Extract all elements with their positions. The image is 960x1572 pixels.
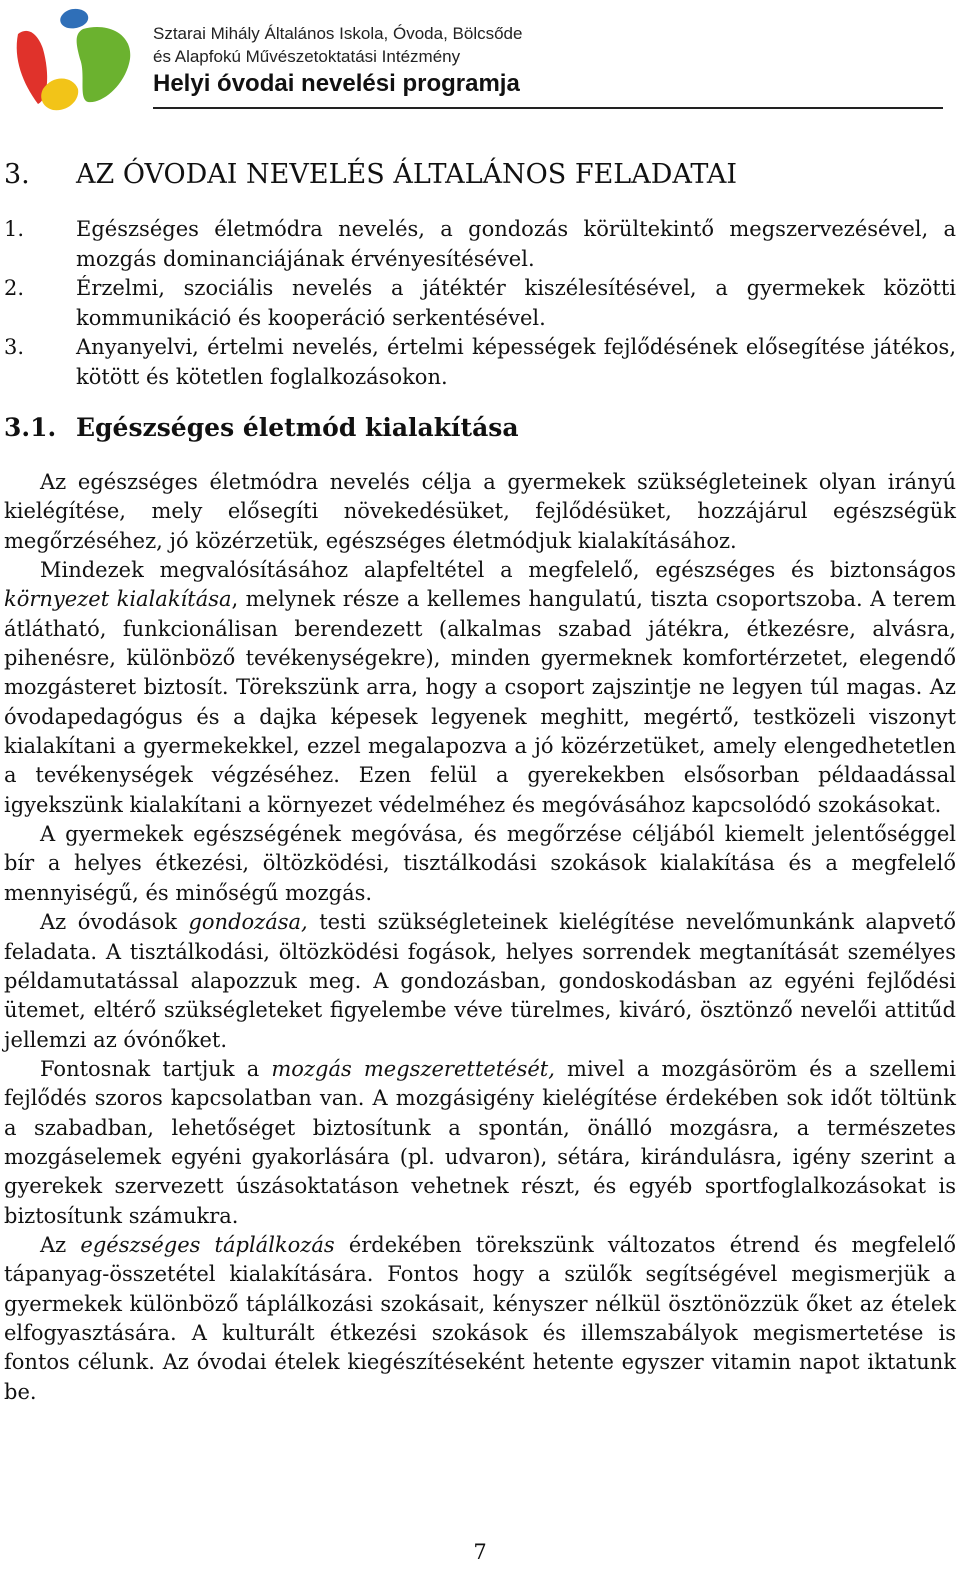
paragraph	[4, 1231, 956, 1407]
paragraph-text: Mindezek megvalósításához alapfeltétel a megfelelő, egészséges és biztonságos	[40, 558, 956, 583]
page-header	[0, 0, 960, 120]
org-name-line2: és Alapfokú Művészetoktatási Intézmény	[153, 47, 461, 66]
list-item	[4, 333, 956, 392]
paragraph-text: Fontosnak tartjuk a	[40, 1056, 272, 1081]
list-item-text: Anyanyelvi, értelmi nevelés, értelmi képességek fejlődésének elősegítése játékos, kötött és kötetlen foglalkozásokon.	[76, 335, 956, 389]
section-heading	[4, 155, 956, 195]
paragraph-text: érdekében törekszünk változatos étrend és megfelelő tápanyag-összetétel kialakítására. Fontos hogy a szülők segítségével megismerjük a gyermekek különböző táplálkozási szokásait, kényszer nélkül ösztönözzük őket az ételek elfogyasztására. A kulturált étkezési szokások és illemszabályok megismertetése is fontos célunk. Az óvodai ételek kiegészítéseként hetente egyszer vitamin napot iktatunk be.	[4, 1232, 957, 1404]
subsection-number: 3.1.	[4, 413, 57, 442]
list-item-text: Érzelmi, szociális nevelés a játéktér kiszélesítésével, a gyermekek közötti kommunikáció és kooperáció serkentésével.	[76, 276, 956, 330]
list-item-number: 3.	[4, 335, 25, 359]
list-item	[4, 274, 956, 333]
document-body	[4, 155, 956, 1407]
paragraph-text: Az	[40, 1232, 81, 1257]
list-item-text: Egészséges életmódra nevelés, a gondozás körültekintő megszervezésével, a mozgás dominanciájának érvényesítésével.	[76, 217, 956, 271]
paragraph: A gyermekek egészségének megóvása, és megőrzése céljából kiemelt jelentőséggel bír a helyes étkezési, öltözködési, tisztálkodási szokások kialakítása és a megfelelő mennyiségű, és minőségű mozgás.	[4, 822, 956, 905]
paragraph-emphasis: mozgás megszerettetését,	[271, 1056, 555, 1081]
paragraph	[4, 908, 956, 1055]
paragraph-text: Az óvodások	[40, 910, 189, 935]
page-number: 7	[473, 1540, 487, 1564]
subsection-title: Egészséges életmód kialakítása	[76, 413, 519, 442]
paragraph-text: , melynek része a kellemes hangulatú, tiszta csoportszoba. A terem átlátható, funkcionálisan berendezett (alkalmas szabad játékra, étkezésre, alvásra, pihenésre, különböző tevékenységekre), minden gyermeknek komfortérzetet, elegendő mozgásteret biztosít. Törekszünk arra, hogy a csoport zajszintje ne legyen túl magas. Az óvodapedagógus és a dajka képesek legyenek meghitt, megértő, testközeli viszonyt kialakítani a gyermekekkel, ezzel megalapozva a jó közérzetüket, amely elengedhetetlen a tevékenységek végzéséhez. Ezen felül a gyerekekben elsősorban példaadással igyekszünk kialakítani a környezet védelméhez és megóvásához kapcsolódó szokásokat.	[4, 587, 956, 817]
organization-block	[153, 22, 522, 100]
program-title: Helyi óvodai nevelési programja	[153, 70, 520, 97]
task-list	[4, 215, 956, 392]
org-name-line1: Sztarai Mihály Általános Iskola, Óvoda, Bölcsőde	[153, 24, 523, 43]
paragraph: Az egészséges életmódra nevelés célja a gyermekek szükségleteinek olyan irányú kielégítése, mely elősegíti növekedésüket, fejlődésüket, hozzájárul egészségük megőrzéséhez, jó közérzetük, egészséges életmódjuk kialakításához.	[4, 470, 956, 553]
header-divider	[153, 107, 943, 109]
section-title: AZ ÓVODAI NEVELÉS ÁLTALÁNOS FELADATAI	[76, 159, 738, 190]
list-item-number: 2.	[4, 276, 25, 300]
school-logo	[8, 4, 138, 114]
paragraph	[4, 556, 956, 820]
paragraph-block	[4, 468, 956, 1407]
paragraph-text: testi szükségleteinek kielégítése nevelőmunkánk alapvető feladata. A tisztálkodási, öltözködési fogások, helyes sorrendek megtanítását személyes példamutatással alapozzuk meg. A gondozásban, gondoskodásban az egyéni fejlődési ütemet, eltérő szükségleteket figyelembe véve türelmes, kiváró, ösztönző nevelői attitűd jellemzi az óvónőket.	[4, 910, 956, 1052]
list-item	[4, 215, 956, 274]
subsection-heading	[4, 410, 956, 446]
section-number: 3.	[4, 159, 30, 190]
paragraph-emphasis: környezet kialakítása	[4, 587, 232, 612]
paragraph-text: mivel a mozgásöröm és a szellemi fejlődés szoros kapcsolatban van. A mozgásigény kielégítése érdekében sok időt töltünk a szabadban, lehetőséget biztosítunk a spontán, önálló mozgásra, a természetes mozgáselemek egyéni gyakorlására (pl. udvaron), sétára, kirándulásra, igény szerint a gyerekek szervezett úszásoktatáson vehetnek részt, és egyéb sportfoglalkozásokat is biztosítunk számukra.	[4, 1056, 956, 1228]
paragraph-emphasis: gondozása,	[188, 910, 308, 935]
paragraph-emphasis: egészséges táplálkozás	[80, 1232, 335, 1257]
list-item-number: 1.	[4, 217, 25, 241]
paragraph	[4, 1055, 956, 1231]
